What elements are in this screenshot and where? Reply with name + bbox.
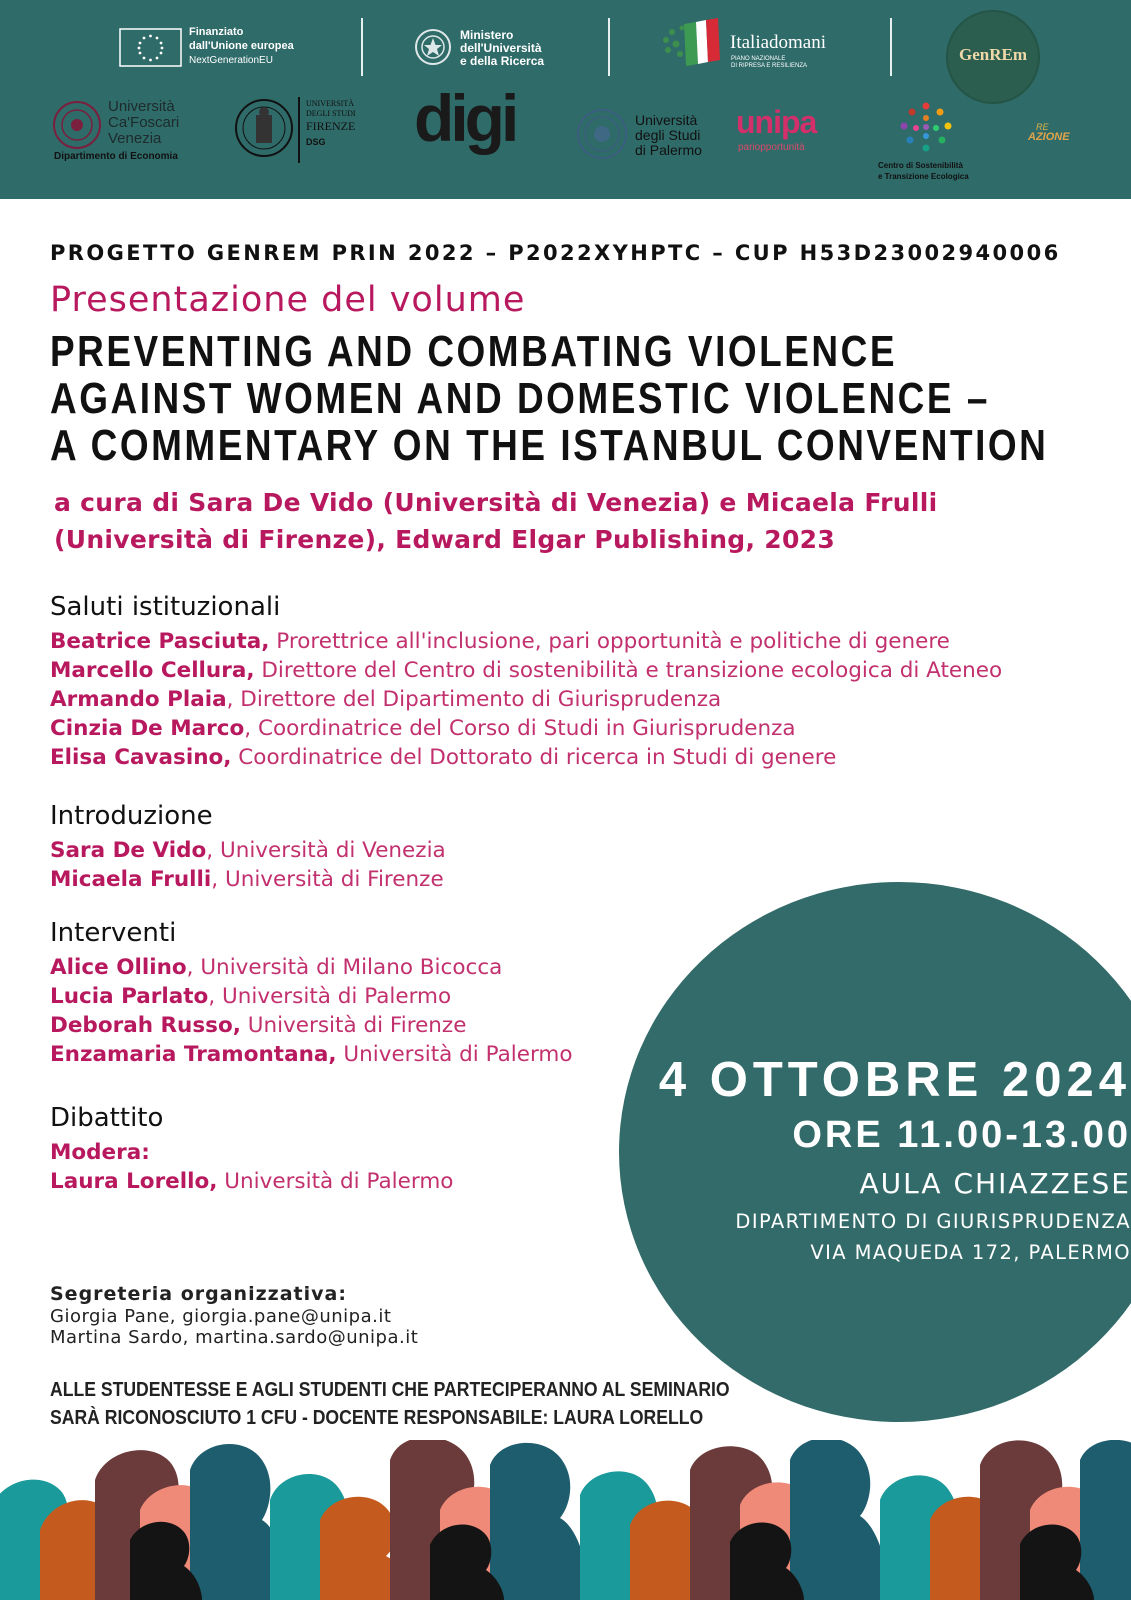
moderator-label-text: Modera: [50, 1140, 150, 1165]
speaker-name: Armando Plaia [50, 687, 227, 712]
centro-dots-icon [896, 100, 956, 158]
eu-logo-line3: NextGenerationEU [189, 55, 273, 66]
speaker-role: , Università di Milano Bicocca [186, 955, 503, 980]
section-title-interventi: Interventi [50, 918, 177, 948]
reazione-line2: AZIONE [1028, 131, 1070, 143]
cfu-notice-line1: ALLE STUDENTESSE E AGLI STUDENTI CHE PARTECIPERANNO AL SEMINARIO [50, 1379, 730, 1401]
digi-logo [414, 81, 534, 168]
italia-flag-icon [660, 18, 726, 68]
list-item [50, 714, 1002, 743]
firenze-line3: FIRENZE [306, 119, 356, 133]
book-title-line3: A COMMENTARY ON THE ISTANBUL CONVENTION [50, 421, 1049, 470]
firenze-line1: UNIVERSITÀ [306, 99, 354, 108]
book-title-line2: AGAINST WOMEN AND DOMESTIC VIOLENCE – [50, 374, 990, 423]
caforscari-logo [52, 98, 212, 164]
speaker-role: Università di Firenze [240, 1013, 467, 1038]
secretariat-title: Segreteria organizzativa: [50, 1283, 347, 1305]
italiadomani-sub2: DI RIPRESA E RESILIENZA [731, 63, 808, 69]
eu-logo-line2: dall'Unione europea [189, 40, 294, 52]
speaker-name: Marcello Cellura, [50, 658, 255, 683]
speaker-role: Prorettrice all'inclusione, pari opportunità e politiche di genere [269, 629, 950, 654]
speaker-name: Laura Lorello, [50, 1169, 218, 1194]
list-item [50, 953, 573, 982]
list-item [50, 865, 446, 894]
section-title-introduzione: Introduzione [50, 801, 213, 831]
silhouettes-icon [0, 1440, 1131, 1600]
moderator-label [50, 1138, 453, 1167]
palermo-logo [576, 108, 716, 164]
firenze-logo [234, 97, 364, 165]
caforscari-line3: Venezia [108, 130, 162, 147]
ministero-line3: e della Ricerca [460, 54, 545, 68]
speaker-role: Coordinatrice del Dottorato di ricerca in Studi di genere [231, 745, 837, 770]
speaker-name: Enzamaria Tramontana, [50, 1042, 337, 1067]
centro-line2: e Transizione Ecologica [878, 172, 969, 181]
editors [54, 484, 937, 558]
caforscari-seal-icon [52, 100, 102, 150]
secretariat-contact: Giorgia Pane, giorgia.pane@unipa.it [50, 1306, 392, 1327]
caforscari-line1: Università [108, 98, 175, 115]
secretariat [50, 1283, 418, 1348]
palermo-seal-icon [576, 108, 628, 160]
genrem-text: GenREm [959, 45, 1027, 64]
genrem-logo [946, 10, 1040, 104]
list-item [50, 656, 1002, 685]
italiadomani-name: Italiadomani [730, 32, 827, 53]
list-item [50, 1167, 453, 1196]
firenze-line4: DSG [306, 137, 326, 147]
event-time: ORE 11.00-13.00 [792, 1114, 1131, 1156]
presentation-label: Presentazione del volume [50, 280, 526, 320]
editors-line2: (Università di Firenze), Edward Elgar Publishing, 2023 [54, 525, 836, 554]
section-title-saluti: Saluti istituzionali [50, 592, 281, 622]
reazione-logo [1028, 122, 1088, 152]
eu-logo-line1: Finanziato [189, 26, 244, 38]
speaker-name: Alice Ollino [50, 955, 187, 980]
speaker-name: Lucia Parlato [50, 984, 209, 1009]
list-item [50, 627, 1002, 656]
speaker-role: , Coordinatrice del Corso di Studi in Giurisprudenza [244, 716, 796, 741]
unipa-sub: pariopportunità [738, 142, 805, 153]
logo-divider [361, 18, 363, 76]
speaker-role: , Università di Venezia [206, 838, 446, 863]
list-item [50, 1011, 573, 1040]
event-room: AULA CHIAZZESE [859, 1167, 1131, 1200]
speaker-role: , Direttore del Dipartimento di Giurisprudenza [226, 687, 722, 712]
cfu-notice [50, 1376, 822, 1432]
speaker-name: Sara De Vido [50, 838, 207, 863]
list-item [50, 743, 1002, 772]
speaker-role: Università di Palermo [217, 1169, 454, 1194]
palermo-line2: degli Studi [635, 127, 701, 143]
caforscari-line2: Ca'Foscari [108, 114, 180, 131]
list-item [50, 685, 1002, 714]
book-title [50, 328, 1131, 469]
ministero-logo [414, 28, 574, 72]
unipa-name: unipa [736, 104, 817, 140]
list-item [50, 836, 446, 865]
speaker-role: Università di Palermo [336, 1042, 573, 1067]
italiadomani-logo [660, 18, 850, 70]
italiadomani-sub1: PIANO NAZIONALE [731, 56, 786, 62]
speaker-name: Beatrice Pasciuta, [50, 629, 270, 654]
eu-flag-icon [119, 28, 183, 68]
editors-line1: a cura di Sara De Vido (Università di Venezia) e Micaela Frulli [54, 488, 938, 517]
centro-logo [874, 100, 984, 184]
book-title-line1: PREVENTING AND COMBATING VIOLENCE [50, 327, 898, 376]
event-date: 4 OTTOBRE 2024 [658, 1053, 1131, 1107]
list-item [50, 982, 573, 1011]
firenze-line2: DEGLI STUDI [306, 109, 356, 118]
introduzione-list [50, 836, 446, 894]
palermo-line1: Università [635, 112, 698, 128]
speaker-role: , Università di Firenze [211, 867, 444, 892]
ministero-line2: dell'Università [460, 41, 542, 55]
project-code: PROGETTO GENREM PRIN 2022 – P2022XYHPTC – CUP H53D23002940006 [50, 241, 1061, 265]
speaker-name: Elisa Cavasino, [50, 745, 232, 770]
speaker-name: Deborah Russo, [50, 1013, 241, 1038]
event-address: VIA MAQUEDA 172, PALERMO [810, 1241, 1131, 1264]
secretariat-contact: Martina Sardo, martina.sardo@unipa.it [50, 1327, 419, 1348]
speaker-name: Micaela Frulli [50, 867, 212, 892]
eu-logo [119, 26, 319, 70]
logo-header [0, 0, 1131, 199]
centro-line1: Centro di Sostenibilità [878, 161, 963, 170]
digi-text: digi [414, 81, 516, 155]
logo-divider [890, 18, 892, 76]
palermo-line3: di Palermo [635, 142, 702, 158]
logo-divider [608, 18, 610, 76]
ministero-line1: Ministero [460, 28, 514, 42]
caforscari-line4: Dipartimento di Economia [54, 151, 178, 162]
firenze-divider [298, 97, 300, 163]
list-item [50, 1040, 573, 1069]
event-department: DIPARTIMENTO DI GIURISPRUDENZA [735, 1210, 1131, 1233]
dibattito-list [50, 1138, 453, 1196]
interventi-list [50, 953, 573, 1069]
emblem-icon [414, 28, 452, 66]
unipa-logo [736, 104, 826, 158]
reazione-line1: RE [1036, 122, 1049, 132]
speaker-role: , Università di Palermo [208, 984, 452, 1009]
section-title-dibattito: Dibattito [50, 1103, 164, 1133]
event-info-circle [619, 882, 1131, 1422]
speaker-name: Cinzia De Marco [50, 716, 245, 741]
saluti-list [50, 627, 1002, 772]
crowd-silhouettes-illustration [0, 1440, 1131, 1600]
firenze-seal-icon [234, 97, 294, 159]
speaker-role: Direttore del Centro di sostenibilità e transizione ecologica di Ateneo [254, 658, 1003, 683]
cfu-notice-line2: SARÀ RICONOSCIUTO 1 CFU - DOCENTE RESPONSABILE: LAURA LORELLO [50, 1407, 704, 1429]
